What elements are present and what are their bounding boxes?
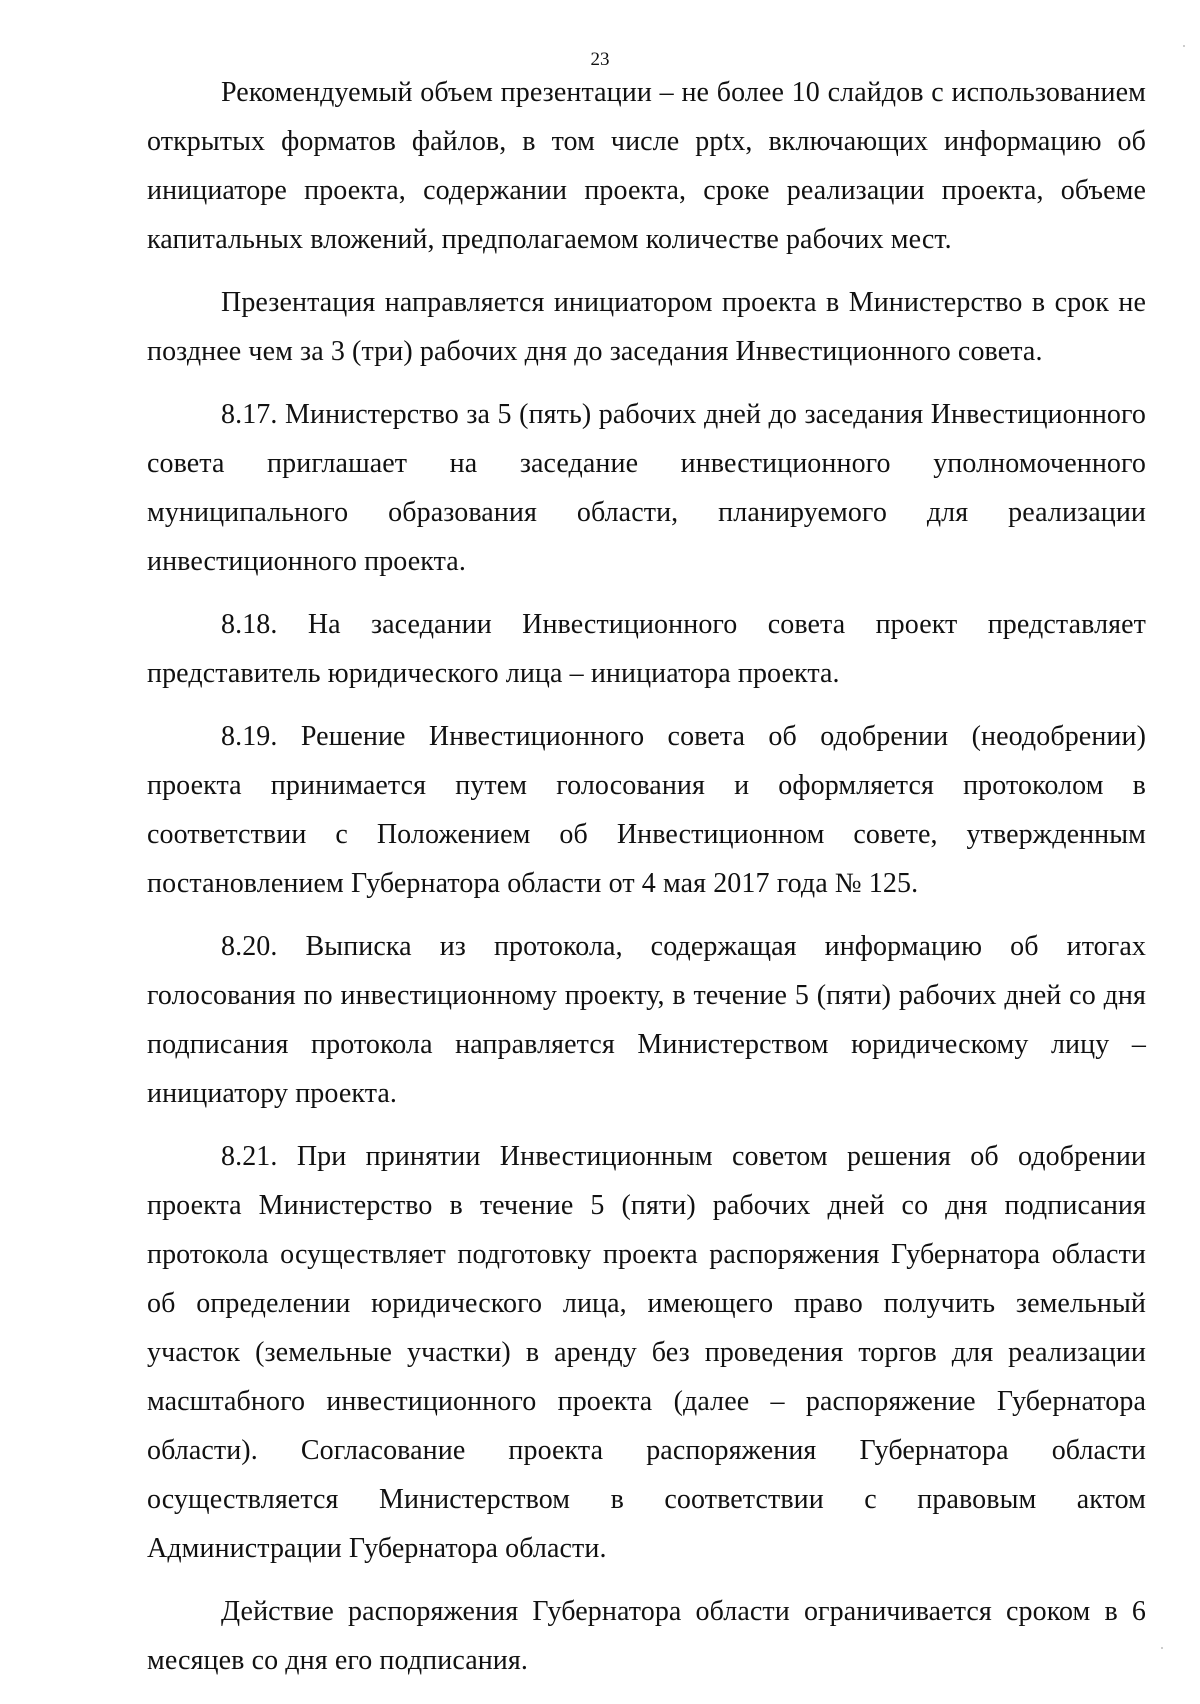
paragraph-8-17: 8.17. Министерство за 5 (пять) рабочих дней до заседания Инвестиционного совета приглашает на заседание инвестиционного уполномоченного муниципального образования области, планируемого для реализации инвестиционного проекта. <box>147 399 1146 577</box>
paragraph-presentation-volume: Рекомендуемый объем презентации – не более 10 слайдов с использованием открытых форматов файлов, в том числе pptx, включающих информацию об инициаторе проекта, содержании проекта, сроке реализации проекта, объеме капитальных вложений, предполагаемом количестве рабочих мест. <box>147 77 1146 255</box>
paragraph-presentation-deadline: Презентация направляется инициатором проекта в Министерство в срок не позднее чем за 3 (три) рабочих дня до заседания Инвестиционного совета. <box>147 287 1146 367</box>
paragraph-8-21: 8.21. При принятии Инвестиционным советом решения об одобрении проекта Министерство в течение 5 (пяти) рабочих дней со дня подписания протокола осуществляет подготовку проекта распоряжения Губернатора области об определении юридического лица, имеющего право получить земельный участок (земельные участки) в аренду без проведения торгов для реализации масштабного инвестиционного проекта (далее – распоряжение Губернатора области). Согласование проекта распоряжения Губернатора области осуществляется Министерством в соответствии с правовым актом Администрации Губернатора области. <box>147 1141 1146 1564</box>
paragraph-order-validity: Действие распоряжения Губернатора области ограничивается сроком в 6 месяцев со дня его подписания. <box>147 1596 1146 1676</box>
paragraph-8-20: 8.20. Выписка из протокола, содержащая информацию об итогах голосования по инвестиционному проекту, в течение 5 (пяти) рабочих дней со дня подписания протокола направляется Министерством юридическому лицу – инициатору проекта. <box>147 931 1146 1109</box>
scan-speck <box>1183 45 1185 47</box>
paragraph-8-18: 8.18. На заседании Инвестиционного совета проект представляет представитель юридического лица – инициатора проекта. <box>147 609 1146 689</box>
page-number: 23 <box>590 49 610 70</box>
document-body <box>147 68 1146 1685</box>
paragraph-8-19: 8.19. Решение Инвестиционного совета об одобрении (неодобрении) проекта принимается путем голосования и оформляется протоколом в соответствии с Положением об Инвестиционном совете, утвержденным постановлением Губернатора области от 4 мая 2017 года № 125. <box>147 721 1146 899</box>
scan-speck <box>1161 1647 1163 1649</box>
